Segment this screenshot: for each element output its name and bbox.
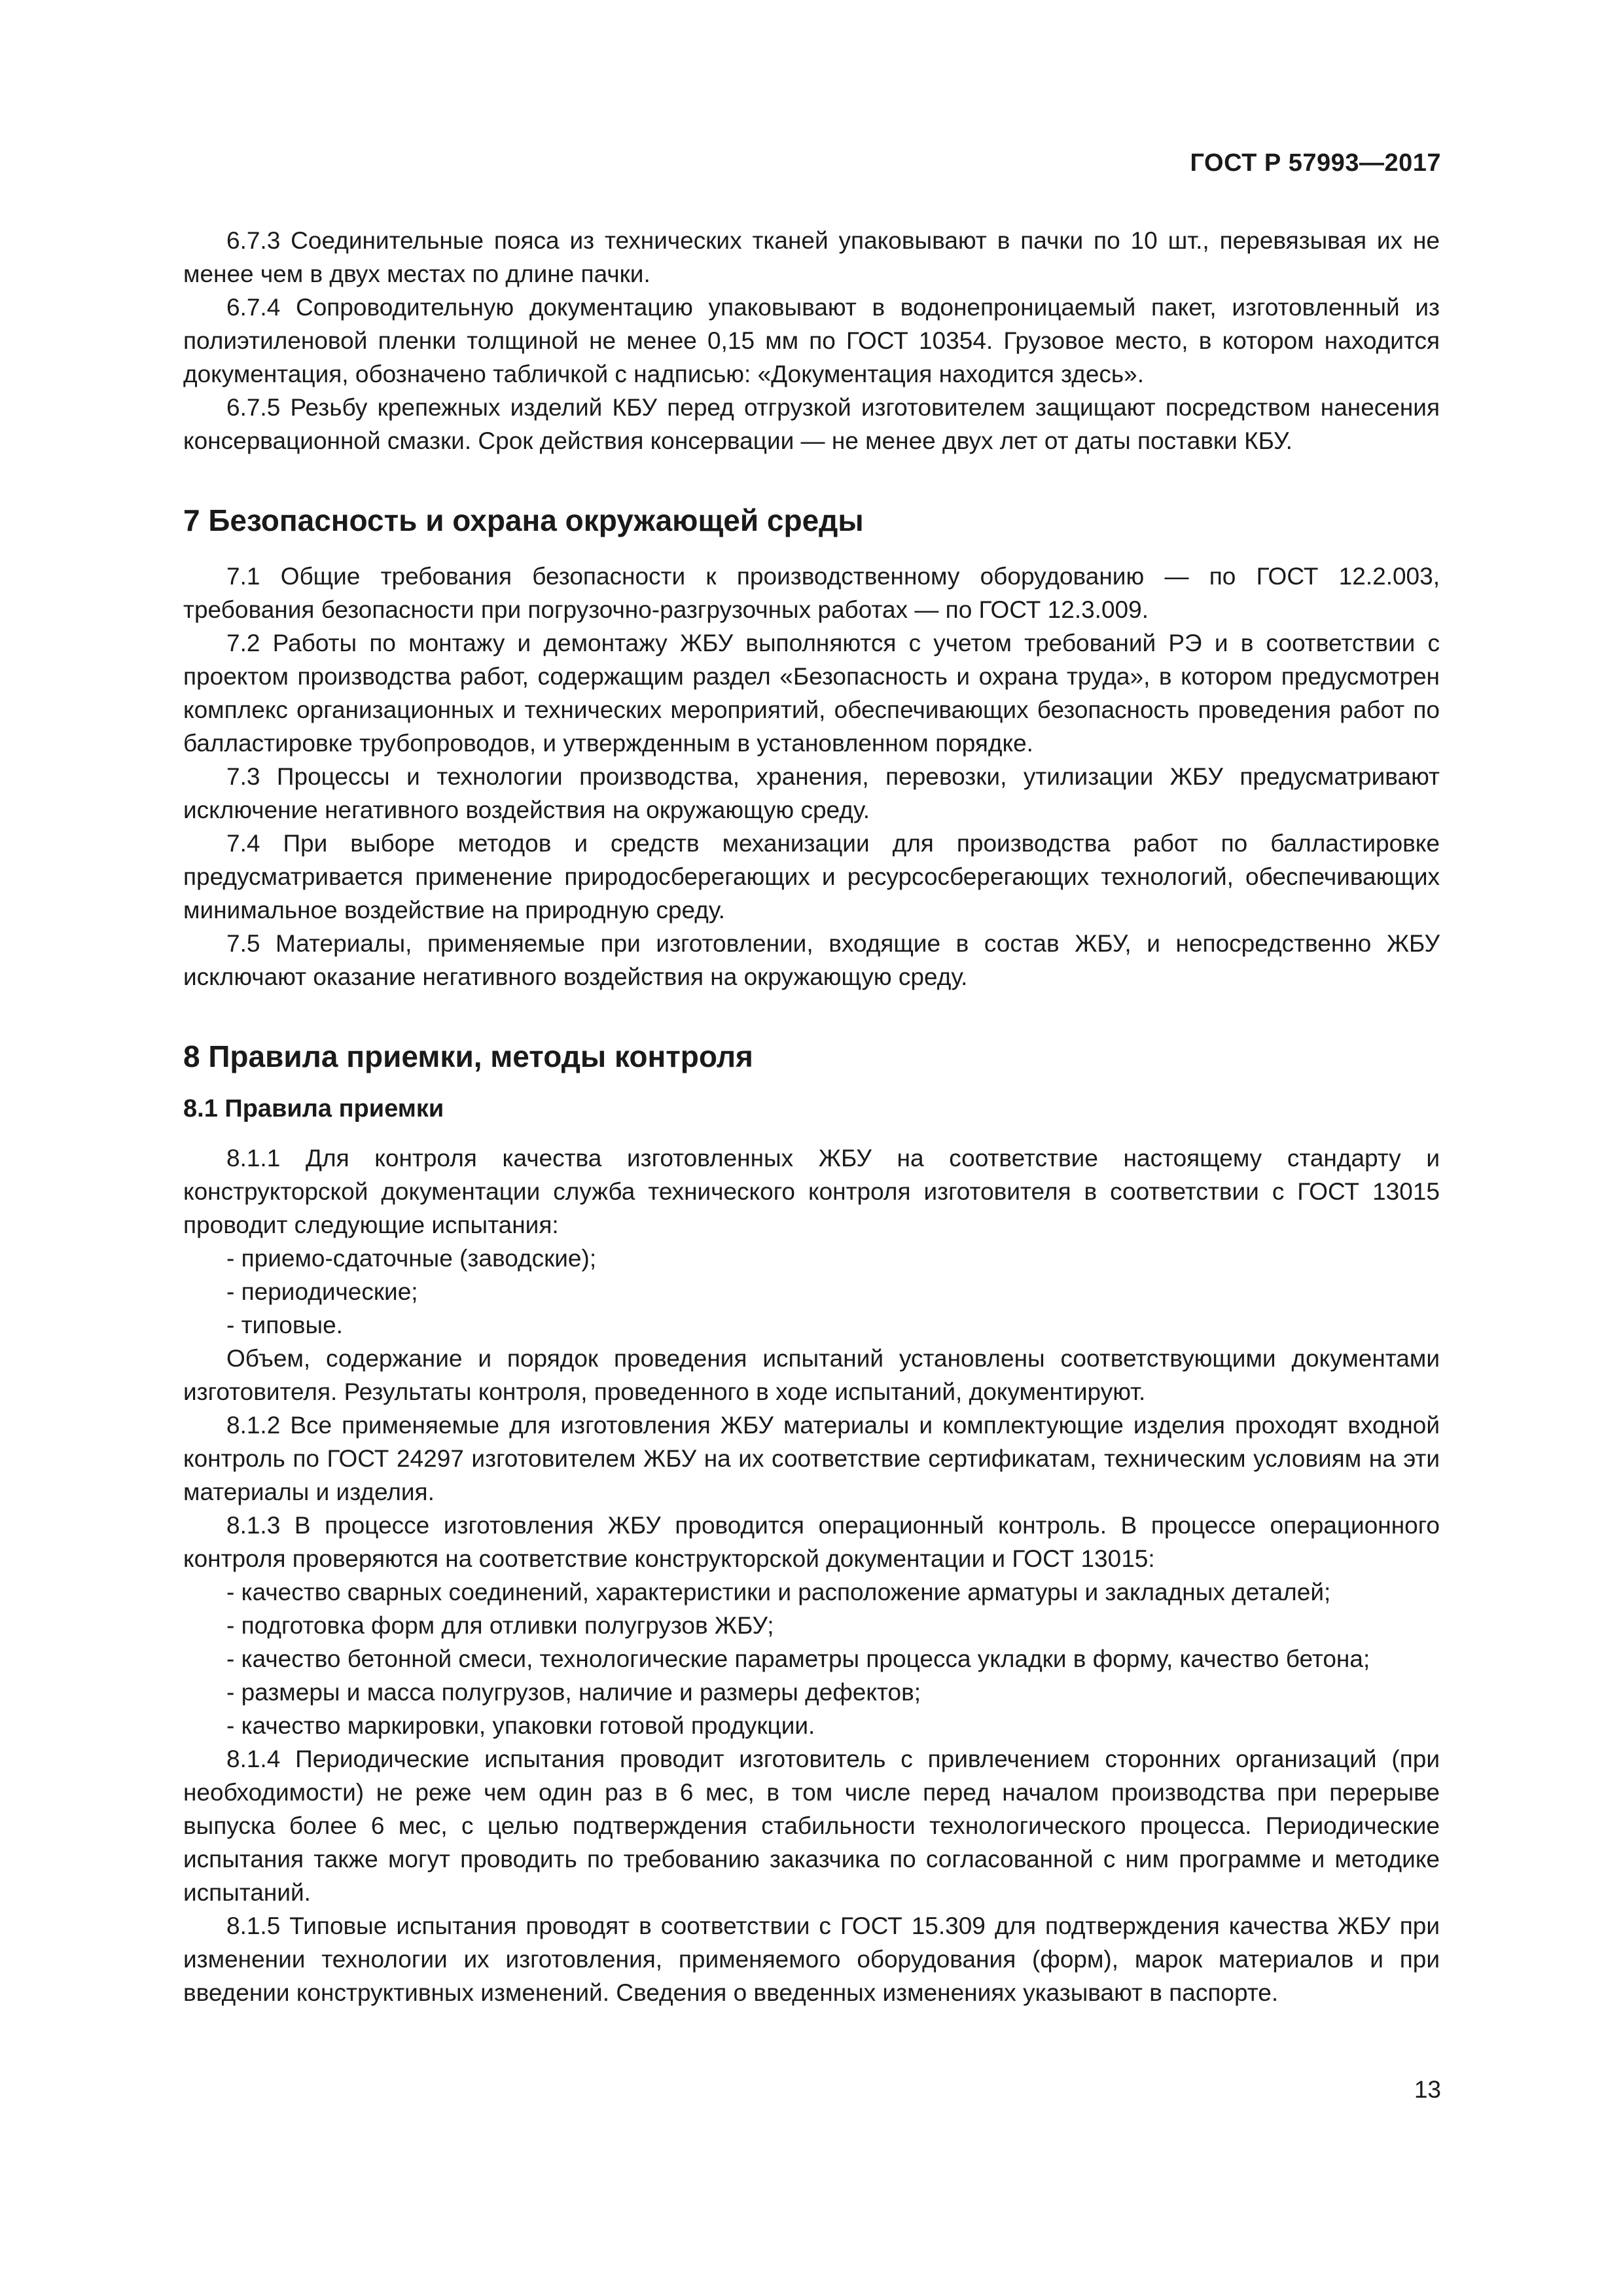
list-item: - приемо-сдаточные (заводские);: [226, 1245, 597, 1272]
paragraph-6-7-5: 6.7.5 Резьбу крепежных изделий КБУ перед отгрузкой изготовителем защищают посредством нанесения консервационной смазки. Срок действия консервации — не менее двух лет от даты поставки КБУ.: [183, 394, 1440, 454]
list-item: - качество сварных соединений, характеристики и расположение арматуры и закладных деталей;: [226, 1579, 1331, 1605]
document-body: [183, 224, 1440, 2009]
page-number: 13: [1414, 2076, 1441, 2103]
subsection-8-1-heading: 8.1 Правила приемки: [183, 1095, 444, 1122]
list-item: - подготовка форм для отливки полугрузов ЖБУ;: [226, 1612, 774, 1639]
paragraph-8-1-2: 8.1.2 Все применяемые для изготовления ЖБУ материалы и комплектующие изделия проходят входной контроль по ГОСТ 24297 изготовителем ЖБУ на их соответствие сертификатам, техническим условиям на эти материалы и изделия.: [183, 1412, 1440, 1505]
list-item: - периодические;: [226, 1278, 418, 1305]
document-header-id: ГОСТ Р 57993—2017: [1190, 149, 1441, 177]
paragraph-7-4: 7.4 При выборе методов и средств механизации для производства работ по балластировке предусматривается применение природосберегающих и ресурсосберегающих технологий, обеспечивающих минимальное воздействие на природную среду.: [183, 830, 1440, 924]
paragraph-8-1-3: 8.1.3 В процессе изготовления ЖБУ проводится операционный контроль. В процессе операционного контроля проверяются на соответствие конструкторской документации и ГОСТ 13015:: [183, 1512, 1440, 1572]
section-8-heading: 8 Правила приемки, методы контроля: [183, 1039, 753, 1073]
paragraph-7-1: 7.1 Общие требования безопасности к производственному оборудованию — по ГОСТ 12.2.003, требования безопасности при погрузочно-разгрузочных работах — по ГОСТ 12.3.009.: [183, 563, 1440, 623]
paragraph-7-3: 7.3 Процессы и технологии производства, хранения, перевозки, утилизации ЖБУ предусматривают исключение негативного воздействия на окружающую среду.: [183, 763, 1440, 823]
paragraph-8-1-4: 8.1.4 Периодические испытания проводит изготовитель с привлечением сторонних организаций (при необходимости) не реже чем один раз в 6 мес, в том числе перед началом производства при перерыве выпуска более 6 мес, с целью подтверждения стабильности технологического процесса. Периодические испытания также могут проводить по требованию заказчика по согласованной с ним программе и методике испытаний.: [183, 1746, 1440, 1906]
list-item: - типовые.: [226, 1312, 343, 1338]
section-7-heading: 7 Безопасность и охрана окружающей среды: [183, 503, 864, 537]
paragraph-8-1-1-continued: Объем, содержание и порядок проведения испытаний установлены соответствующими документами изготовителя. Результаты контроля, проведенного в ходе испытаний, документируют.: [183, 1345, 1440, 1405]
paragraph-8-1-1: 8.1.1 Для контроля качества изготовленных ЖБУ на соответствие настоящему стандарту и конструкторской документации служба технического контроля изготовителя в соответствии с ГОСТ 13015 проводит следующие испытания:: [183, 1145, 1440, 1238]
list-item: - качество маркировки, упаковки готовой продукции.: [226, 1712, 815, 1739]
paragraph-6-7-4: 6.7.4 Сопроводительную документацию упаковывают в водонепроницаемый пакет, изготовленный из полиэтиленовой пленки толщиной не менее 0,15 мм по ГОСТ 10354. Грузовое место, в котором находится документация, обозначено табличкой с надписью: «Документация находится здесь».: [183, 294, 1440, 387]
paragraph-6-7-3: 6.7.3 Соединительные пояса из технических тканей упаковывают в пачки по 10 шт., перевязывая их не менее чем в двух местах по длине пачки.: [183, 227, 1440, 287]
list-item: - размеры и масса полугрузов, наличие и размеры дефектов;: [226, 1679, 921, 1706]
paragraph-8-1-5: 8.1.5 Типовые испытания проводят в соответствии с ГОСТ 15.309 для подтверждения качества ЖБУ при изменении технологии их изготовления, применяемого оборудования (форм), марок материалов и при введении конструктивных изменений. Сведения о введенных изменениях указывают в паспорте.: [183, 1912, 1440, 2006]
paragraph-7-2: 7.2 Работы по монтажу и демонтажу ЖБУ выполняются с учетом требований РЭ и в соответствии с проектом производства работ, содержащим раздел «Безопасность и охрана труда», в котором предусмотрен комплекс организационных и технических мероприятий, обеспечивающих безопасность проведения работ по балластировке трубопроводов, и утвержденным в установленном порядке.: [183, 630, 1440, 757]
paragraph-7-5: 7.5 Материалы, применяемые при изготовлении, входящие в состав ЖБУ, и непосредственно ЖБУ исключают оказание негативного воздействия на окружающую среду.: [183, 930, 1440, 990]
list-item: - качество бетонной смеси, технологические параметры процесса укладки в форму, качество бетона;: [226, 1645, 1370, 1672]
